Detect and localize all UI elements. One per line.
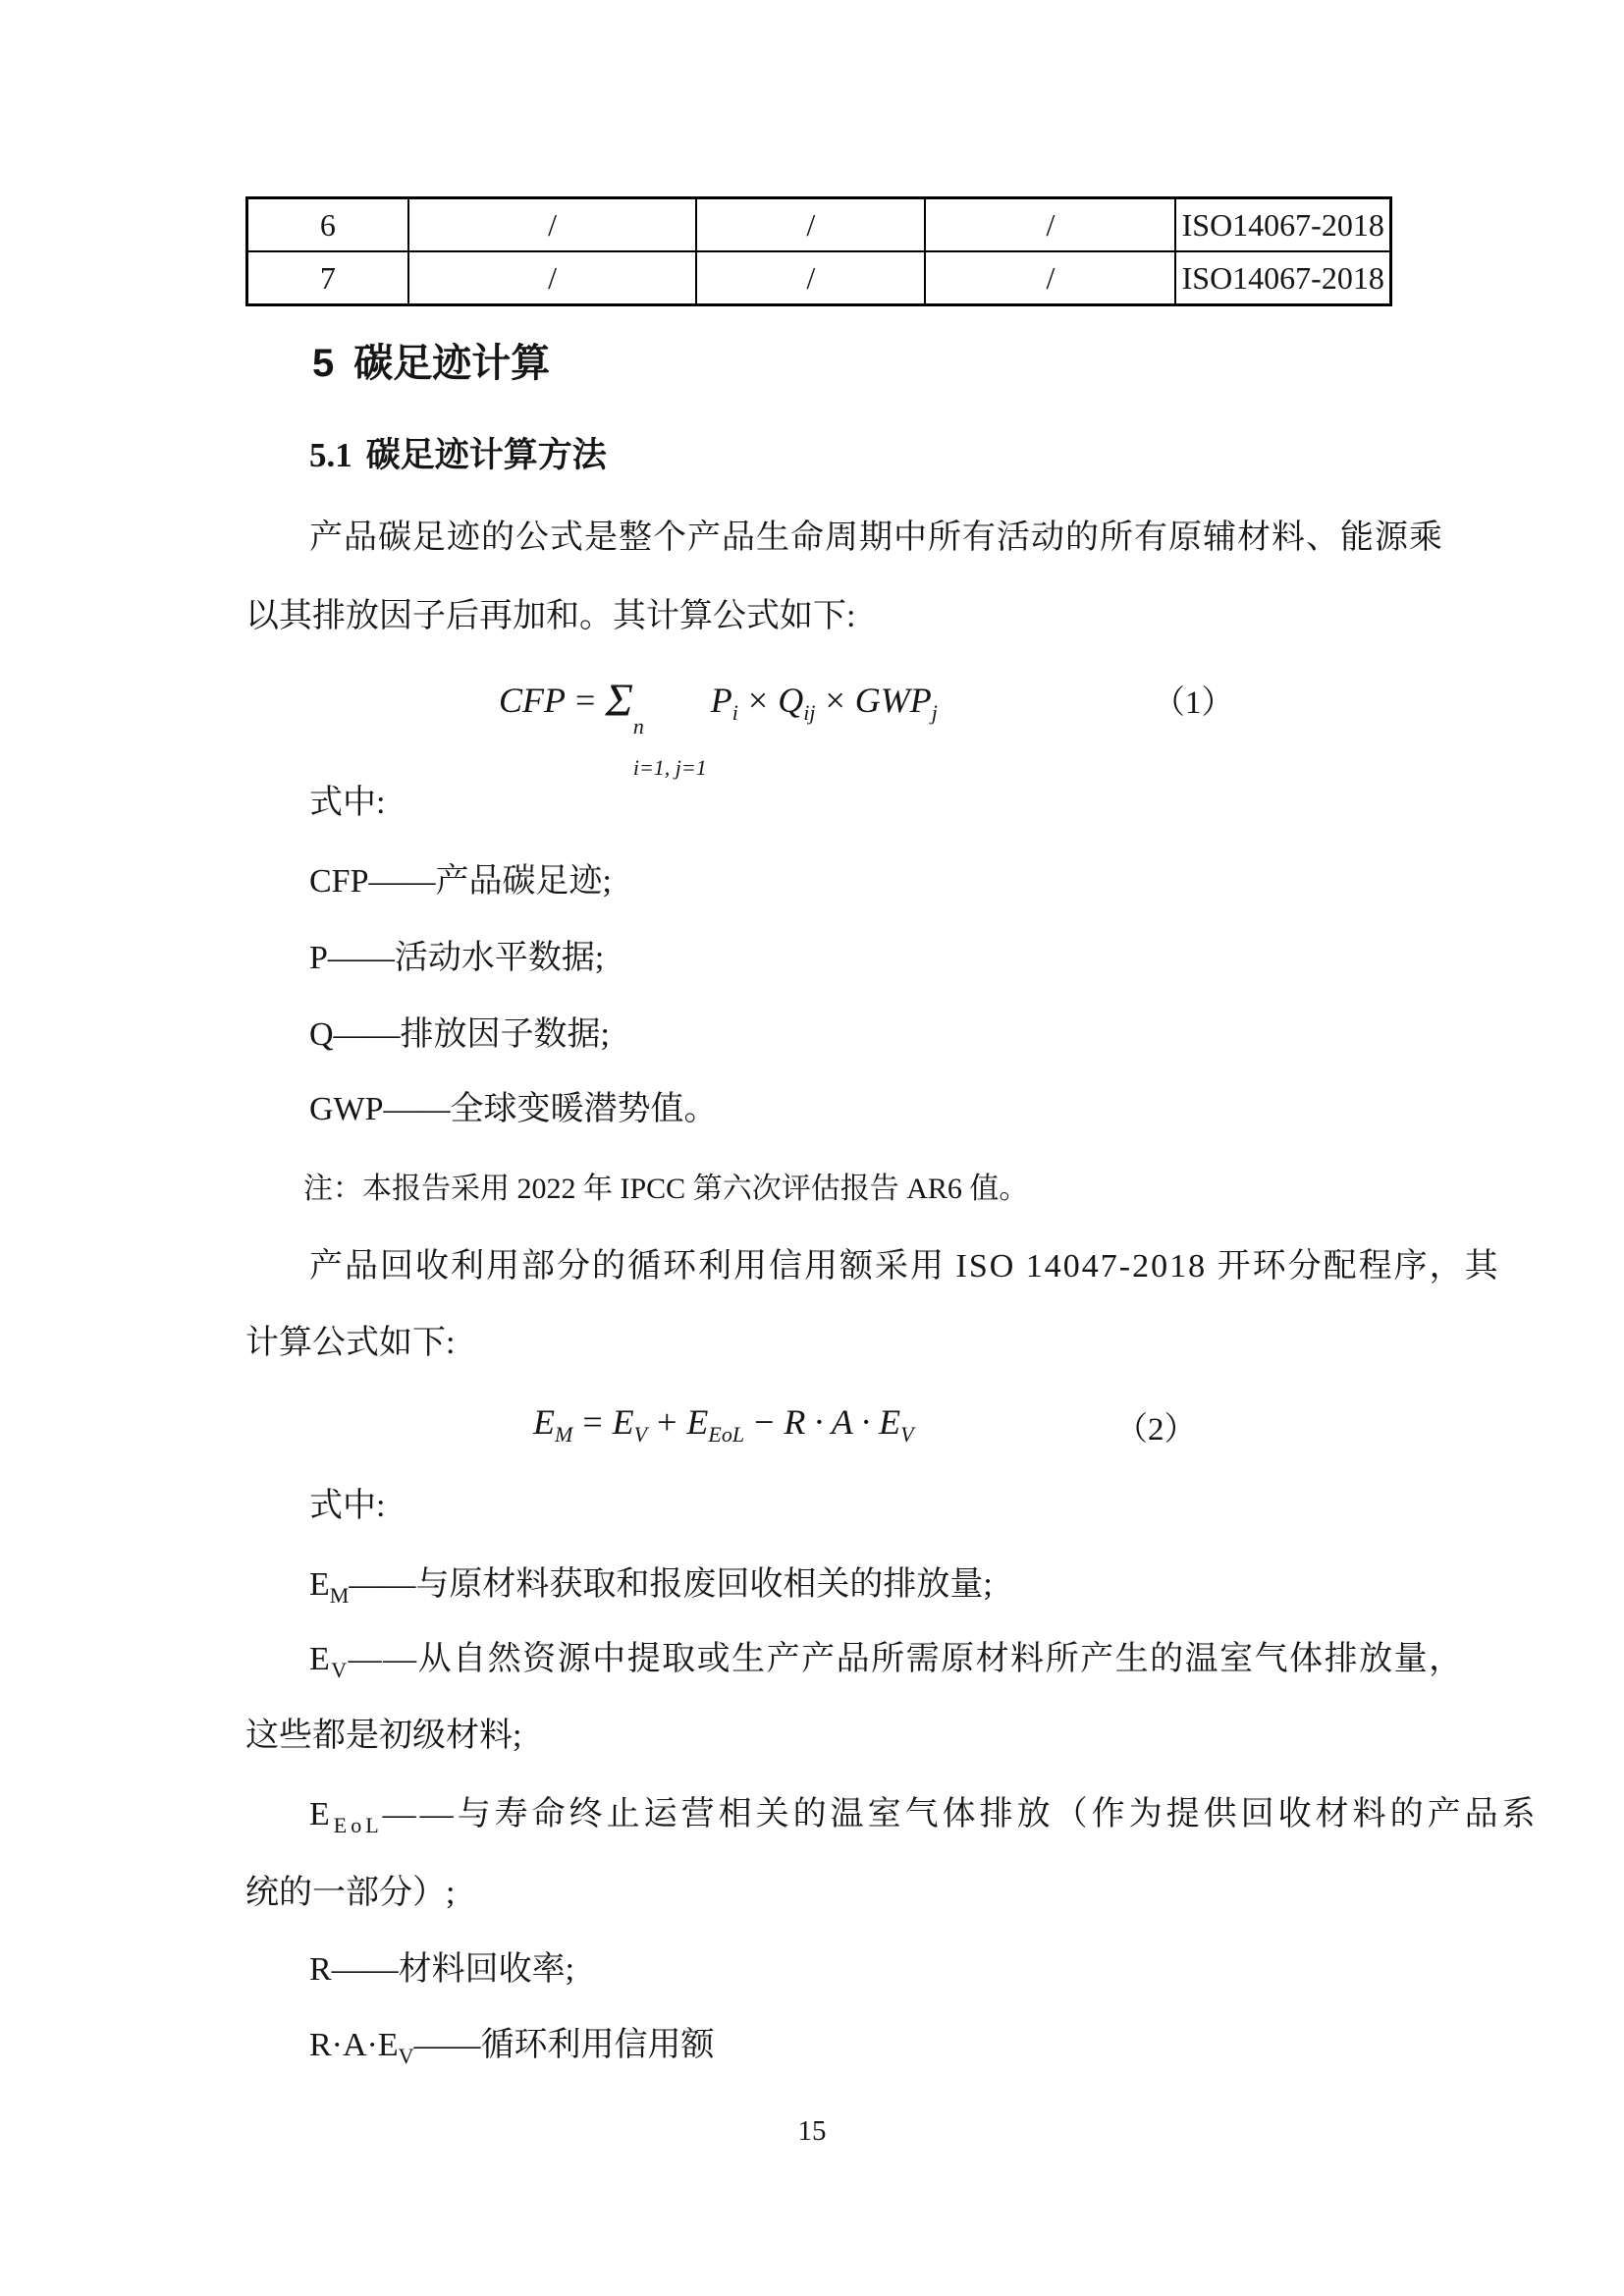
formula-em [533,1402,914,1448]
definition-text: ——从自然资源中提取或生产产品所需原材料所产生的温室气体排放量， [348,1641,1464,1677]
symbol: E [309,1796,334,1832]
symbol-subscript: M [329,1582,350,1608]
formula-subscript: V [633,1422,648,1448]
sigma-symbol: Σ [605,675,633,727]
page-number: 15 [797,2115,827,2147]
formula-term: P [710,681,732,720]
equation-number: （2） [1115,1412,1197,1448]
table-cell: / [408,198,697,252]
equals-sign: = [575,681,596,720]
formula-subscript: j [931,700,938,726]
formula-subscript: V [900,1422,914,1448]
definition-r: R——材料回收率; [309,1951,575,1988]
formula-subscript: ij [803,700,816,726]
where-label: 式中: [309,785,386,821]
formula-subscript: i [731,700,738,726]
symbol-subscript: EoL [333,1812,383,1837]
formula-term: Q [778,681,804,720]
minus-sign: − [754,1402,775,1442]
definition-ev [309,1640,1464,1682]
table-cell: / [925,198,1175,252]
sigma-lower-limit: i=1, j=1 [632,755,707,780]
formula-term: E [533,1402,555,1442]
multiply-sign: × [825,681,845,720]
definition-text: ——与寿命终止运营相关的温室气体排放（作为提供回收材料的产品系 [382,1796,1540,1832]
sigma-upper-limit: n [632,714,644,738]
plus-sign: + [657,1402,677,1442]
table-cell: / [925,251,1175,305]
symbol-subscript: V [398,2043,414,2068]
definition-text: ——循环利用信用额 [413,2027,715,2063]
table-cell: / [408,251,697,305]
sigma-limits [633,716,707,779]
equals-sign: = [582,1402,603,1442]
symbol-subscript: V [331,1657,349,1682]
formula-subscript: M [555,1422,573,1448]
table-cell: / [696,198,925,252]
formula-term: E [612,1402,634,1442]
section-number: 5 [312,342,335,385]
reference-standards-table [245,196,1392,306]
section-title: 碳足迹计算 [353,342,551,385]
subsection-heading [309,438,607,472]
definition-eeol [309,1795,1540,1837]
symbol: R·A·E [309,2027,399,2063]
definition-em [309,1565,993,1608]
formula-cfp [499,675,938,780]
definition-text: ——与原材料获取和报废回收相关的排放量; [349,1566,993,1603]
symbol: E [309,1641,332,1677]
formula-term: CFP [499,681,566,720]
table-cell: 6 [247,198,408,252]
table-cell: ISO14067-2018 [1175,251,1390,305]
paragraph-line: 产品回收利用部分的循环利用信用额采用 ISO 14047-2018 开环分配程序，其 [309,1248,1500,1285]
note-line: 注：本报告采用 2022 年 IPCC 第六次评估报告 AR6 值。 [303,1173,1029,1205]
paragraph-line: 产品碳足迹的公式是整个产品生命周期中所有活动的所有原辅材料、能源乘 [309,519,1443,556]
definition-eeol-continuation: 统的一部分）; [245,1875,456,1911]
table-cell: 7 [247,251,408,305]
table-row [247,251,1391,305]
subsection-title: 碳足迹计算方法 [365,436,607,474]
section-heading [312,344,550,383]
formula-term: E [686,1402,709,1442]
definition-cfp: CFP——产品碳足迹; [309,863,612,900]
definition-raev [309,2026,715,2068]
formula-term: R · A · E [784,1402,901,1442]
definition-gwp: GWP——全球变暖潜势值。 [309,1091,718,1127]
paragraph-line: 以其排放因子后再加和。其计算公式如下: [245,598,856,634]
paragraph-line: 计算公式如下: [245,1325,456,1361]
subsection-number: 5.1 [309,436,352,474]
formula-subscript: EoL [708,1422,745,1448]
definition-ev-continuation: 这些都是初级材料; [245,1718,522,1754]
table-cell: / [696,251,925,305]
definition-p: P——活动水平数据; [309,940,605,976]
definition-q: Q——排放因子数据; [309,1016,610,1053]
formula-term: GWP [854,681,932,720]
multiply-sign: × [747,681,769,720]
equation-number: （1） [1153,685,1234,721]
symbol: E [309,1566,330,1603]
table-cell: ISO14067-2018 [1175,198,1390,252]
where-label: 式中: [309,1488,386,1524]
table-row [247,198,1391,252]
